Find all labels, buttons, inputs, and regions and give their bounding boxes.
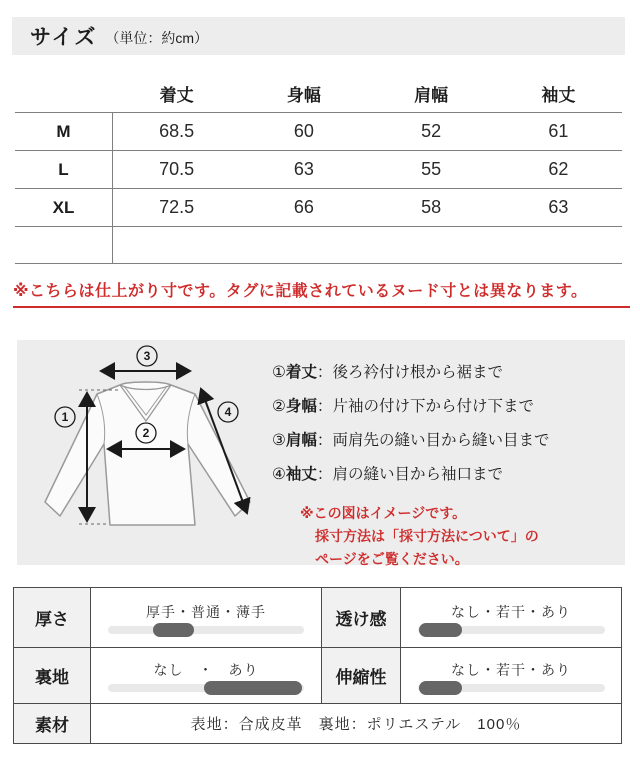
size-table [15, 75, 622, 264]
finished-size-notice [13, 278, 630, 308]
measurement-value: 70.5 [159, 159, 195, 179]
diagram-disclaimer: ※この図はイメージです。 採寸方法は「採寸方法について」の ページをご覧ください。 [300, 505, 539, 567]
size-name: M [15, 113, 113, 150]
measurement-value: 62 [548, 159, 569, 179]
measurement-value: 52 [421, 121, 442, 141]
size-table-header-row [15, 75, 622, 113]
measurement-value: 68.5 [159, 121, 195, 141]
table-row [15, 151, 622, 189]
size-name: L [15, 151, 113, 188]
corner-cell [15, 75, 113, 112]
measurement-value: 66 [293, 197, 314, 217]
column-header: 肩幅 [414, 86, 449, 105]
slider-indicator [204, 681, 302, 695]
slider-track [418, 626, 605, 634]
table-row [15, 189, 622, 227]
measurement-value: 63 [293, 159, 314, 179]
measurement-legend [270, 340, 549, 565]
spec-value-sheerness [401, 588, 621, 647]
spec-value-thickness [91, 588, 321, 647]
slider-track [108, 626, 304, 634]
shirt-illustration-svg [25, 345, 270, 560]
measurement-value: 63 [548, 197, 569, 217]
arrow-num-1: 1 [61, 410, 69, 424]
list-item: ④袖丈：肩の縫い目から袖口まで [272, 466, 503, 483]
column-header: 身幅 [286, 86, 321, 105]
table-row [15, 113, 622, 151]
arrow-num-2: 2 [142, 426, 150, 440]
size-section-header [12, 17, 625, 55]
material-value: 表地：合成皮革 裏地：ポリエステル 100％ [190, 716, 522, 733]
column-header: 着丈 [159, 86, 194, 105]
measurement-list [272, 356, 549, 492]
spec-label-thickness: 厚さ [14, 588, 91, 647]
slider-track [108, 684, 304, 692]
slider-indicator [153, 623, 194, 637]
measurement-value: 72.5 [159, 197, 195, 217]
scale-labels: なし ・ あり [153, 661, 259, 678]
scale-labels: なし・若干・あり [451, 661, 571, 678]
column-header: 袖丈 [541, 86, 576, 105]
spec-value-lining [91, 648, 321, 703]
spec-row [14, 648, 621, 704]
spec-label-lining: 裏地 [14, 648, 91, 703]
spec-label-stretch: 伸縮性 [321, 648, 401, 703]
spec-label-sheerness: 透け感 [321, 588, 401, 647]
section-title: サイズ [30, 26, 98, 49]
table-row-empty [15, 227, 622, 264]
slider-indicator [419, 681, 462, 695]
size-name: XL [15, 189, 113, 226]
spec-label-material: 素材 [14, 704, 91, 743]
scale-labels: 厚手・普通・薄手 [146, 603, 266, 620]
list-item: ①着丈：後ろ衿付け根から裾まで [272, 364, 503, 381]
slider-track [418, 684, 605, 692]
notice-text: ※こちらは仕上がり寸です。タグに記載されているヌード寸とは異なります。 [13, 278, 630, 308]
material-row [14, 704, 621, 743]
slider-indicator [419, 623, 462, 637]
shirt-outline [45, 382, 250, 525]
spec-table [13, 587, 622, 744]
measurement-value: 60 [293, 121, 314, 141]
measurement-value: 58 [421, 197, 442, 217]
scale-labels: なし・若干・あり [451, 603, 571, 620]
arrow-num-4: 4 [224, 405, 232, 419]
measurement-diagram-box [17, 340, 625, 565]
arrow-num-3: 3 [143, 349, 151, 363]
measurement-value: 55 [421, 159, 442, 179]
measurement-value: 61 [548, 121, 569, 141]
spec-value-stretch [401, 648, 621, 703]
spec-row [14, 588, 621, 648]
list-item: ②身幅：片袖の付け下から付け下まで [272, 398, 534, 415]
shirt-diagram [25, 345, 270, 560]
list-item: ③肩幅：両肩先の縫い目から縫い目まで [272, 432, 550, 449]
unit-note: （単位：約cm） [105, 30, 208, 46]
